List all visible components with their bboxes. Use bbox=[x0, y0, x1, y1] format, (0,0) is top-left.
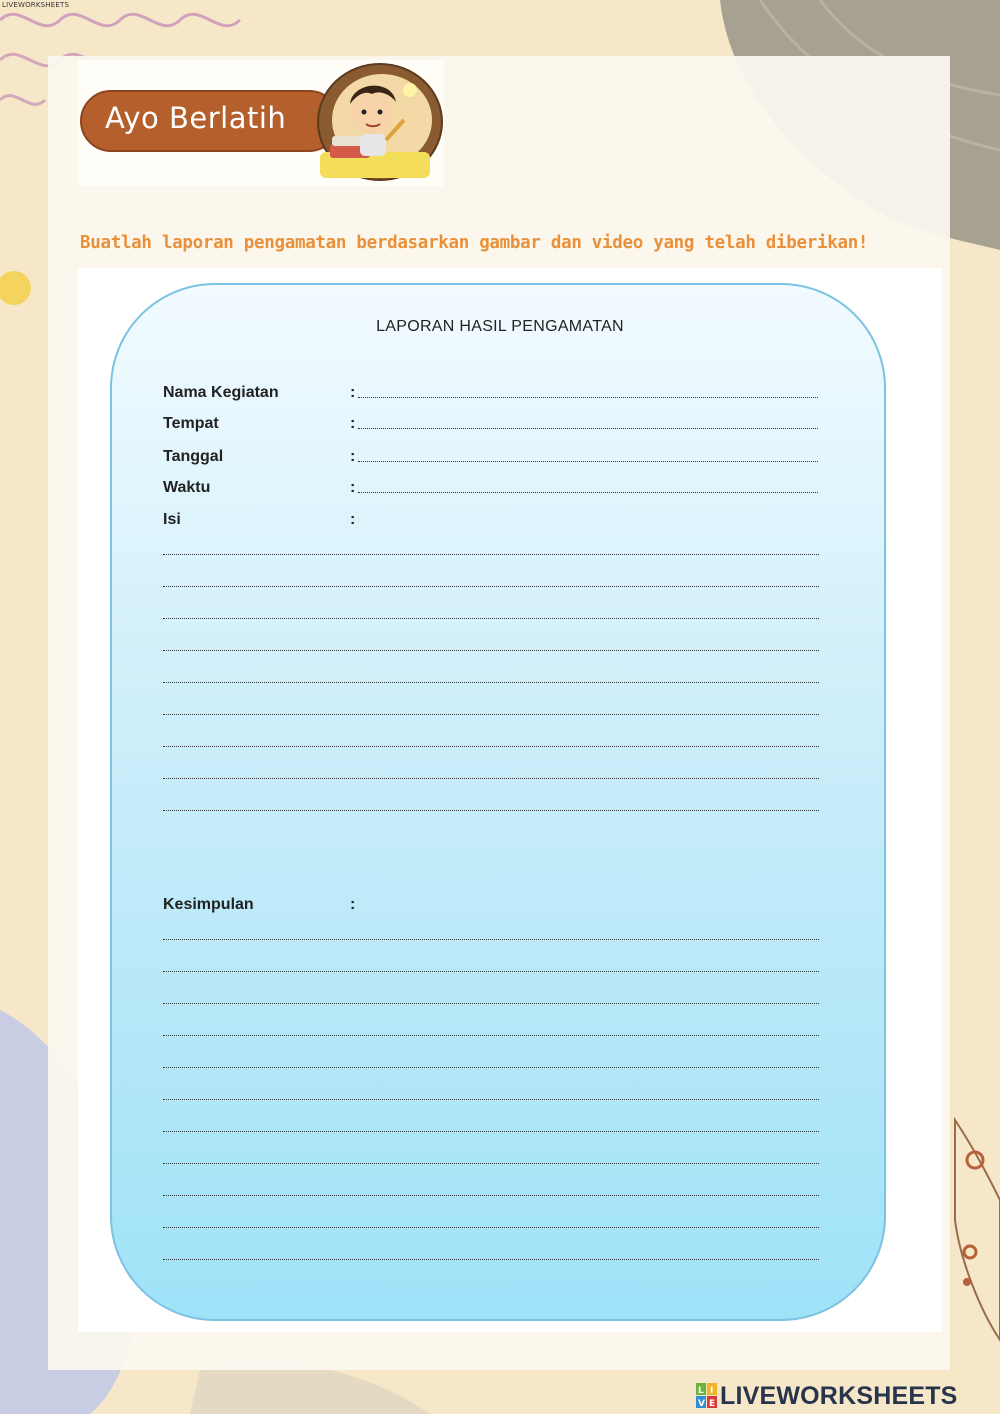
kesimpulan-answer-line[interactable] bbox=[163, 1067, 819, 1068]
waktu-answer-line[interactable] bbox=[358, 492, 818, 493]
isi-answer-line[interactable] bbox=[163, 618, 819, 619]
isi-answer-line[interactable] bbox=[163, 554, 819, 555]
svg-text:I: I bbox=[710, 1386, 714, 1396]
field-label-tempat: Tempat bbox=[163, 415, 219, 432]
svg-text:V: V bbox=[698, 1399, 705, 1409]
instruction-text: Buatlah laporan pengamatan berdasarkan gambar dan video yang telah diberikan! bbox=[80, 233, 869, 253]
report-card bbox=[110, 283, 886, 1321]
svg-text:L: L bbox=[698, 1386, 704, 1396]
field-label-nama-kegiatan: Nama Kegiatan bbox=[163, 384, 279, 401]
kesimpulan-answer-line[interactable] bbox=[163, 1195, 819, 1196]
isi-answer-line[interactable] bbox=[163, 650, 819, 651]
kesimpulan-answer-line[interactable] bbox=[163, 1131, 819, 1132]
isi-answer-line[interactable] bbox=[163, 810, 819, 811]
isi-answer-line[interactable] bbox=[163, 586, 819, 587]
isi-answer-line[interactable] bbox=[163, 746, 819, 747]
kesimpulan-answer-line[interactable] bbox=[163, 1227, 819, 1228]
kesimpulan-answer-line[interactable] bbox=[163, 1163, 819, 1164]
isi-answer-line[interactable] bbox=[163, 778, 819, 779]
kesimpulan-answer-line[interactable] bbox=[163, 971, 819, 972]
student-illustration-icon bbox=[300, 60, 446, 186]
field-colon: : bbox=[350, 415, 356, 432]
field-colon: : bbox=[350, 479, 356, 496]
tempat-answer-line[interactable] bbox=[358, 428, 818, 429]
kesimpulan-answer-line[interactable] bbox=[163, 1035, 819, 1036]
svg-text:E: E bbox=[709, 1399, 716, 1409]
watermark-text: LIVEWORKSHEETS bbox=[2, 1, 70, 9]
nama-kegiatan-answer-line[interactable] bbox=[358, 397, 818, 398]
isi-answer-line[interactable] bbox=[163, 682, 819, 683]
live-badge-icon bbox=[696, 1383, 718, 1409]
kesimpulan-answer-line[interactable] bbox=[163, 1259, 819, 1260]
kesimpulan-answer-line[interactable] bbox=[163, 939, 819, 940]
tanggal-answer-line[interactable] bbox=[358, 461, 818, 462]
field-label-kesimpulan: Kesimpulan bbox=[163, 896, 254, 913]
isi-answer-line[interactable] bbox=[163, 714, 819, 715]
footer-brand-text: LIVEWORKSHEETS bbox=[720, 1381, 958, 1410]
field-colon: : bbox=[350, 448, 356, 465]
field-label-isi: Isi bbox=[163, 511, 181, 528]
field-colon: : bbox=[350, 384, 356, 401]
report-title: LAPORAN HASIL PENGAMATAN bbox=[376, 318, 624, 335]
field-label-waktu: Waktu bbox=[163, 479, 211, 496]
kesimpulan-answer-line[interactable] bbox=[163, 1003, 819, 1004]
liveworksheets-logo[interactable] bbox=[696, 1379, 958, 1413]
kesimpulan-answer-line[interactable] bbox=[163, 1099, 819, 1100]
field-colon: : bbox=[350, 896, 356, 913]
banner-title: Ayo Berlatih bbox=[105, 101, 287, 135]
field-colon: : bbox=[350, 511, 356, 528]
field-label-tanggal: Tanggal bbox=[163, 448, 224, 465]
